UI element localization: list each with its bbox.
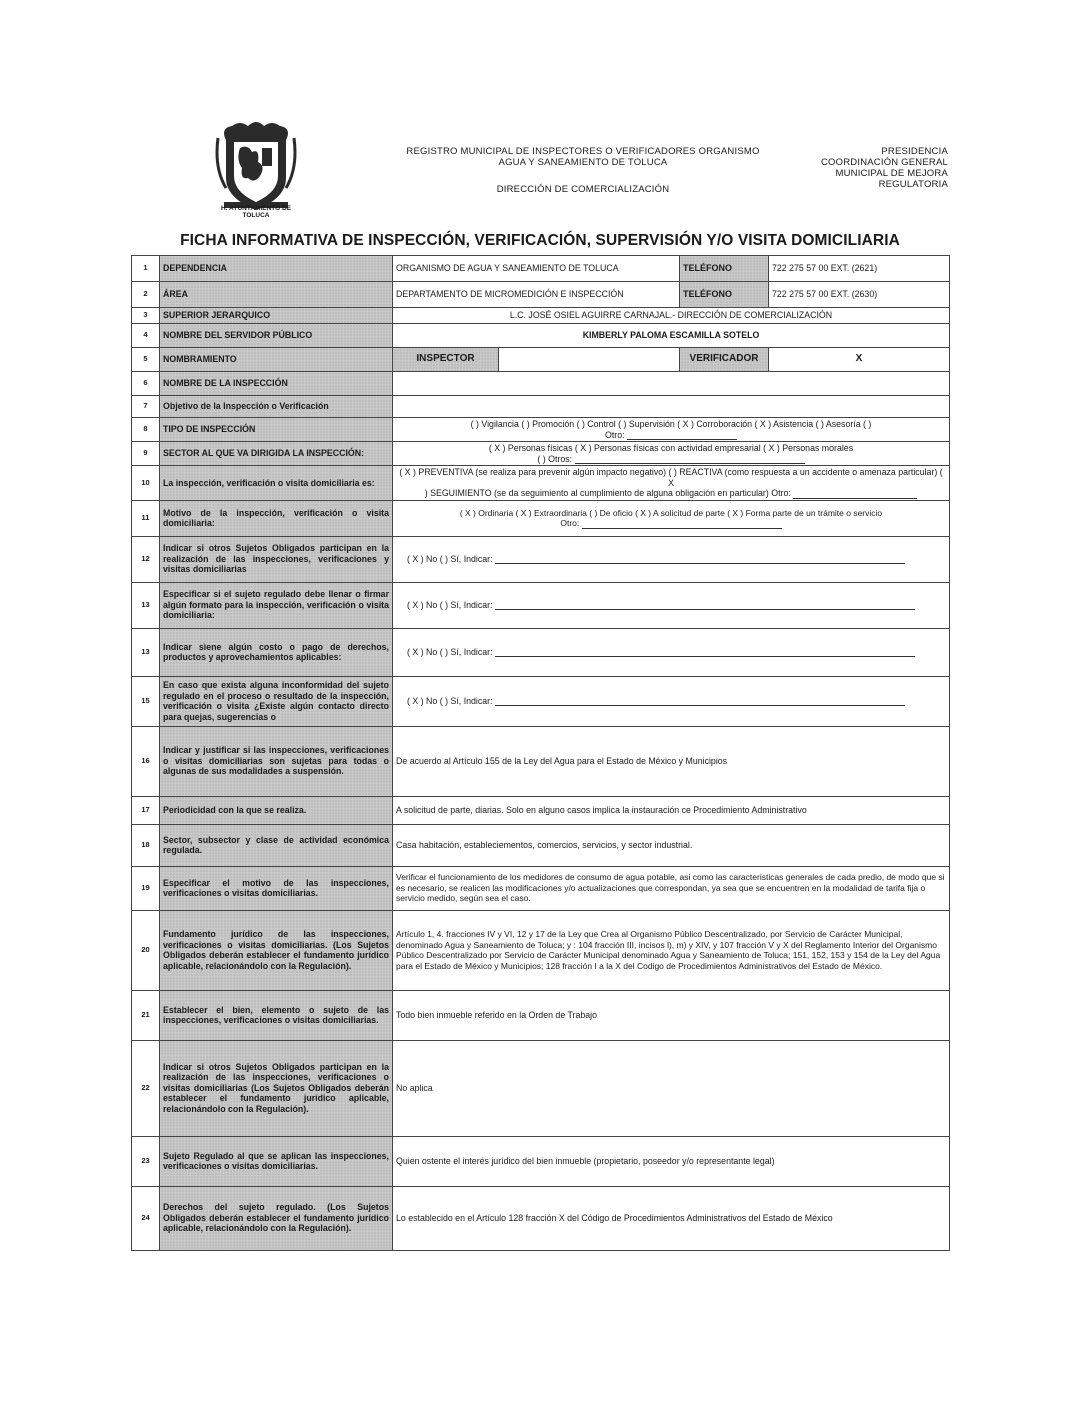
row-number: 21	[132, 990, 160, 1040]
header-right-line2: COORDINACIÓN GENERAL	[821, 157, 948, 168]
phone-label: TELÉFONO	[680, 282, 769, 308]
row-value: ( X ) No ( ) Sí, Indicar:	[393, 582, 950, 628]
row-label: Establecer el bien, elemento o sujeto de las inspecciones, verificaciones o visitas domiciliarias.	[160, 990, 393, 1040]
sector-options: ( X ) Personas físicas ( X ) Personas físicas con actividad empresarial ( X ) Personas morales	[488, 443, 854, 453]
row-label: Periodicidad con la que se realiza.	[160, 796, 393, 824]
row-label: NOMBRE DE LA INSPECCIÓN	[160, 372, 393, 396]
table-row	[132, 676, 950, 726]
row-label: En caso que exista alguna inconformidad del sujeto regulado en el proceso o resultado de la inspección, verificación o visita ¿Existe algún contacto directo para quejas, sugerencias o	[160, 676, 393, 726]
row-value: ( X ) No ( ) Sí, Indicar:	[393, 628, 950, 676]
table-row	[132, 990, 950, 1040]
table-row	[132, 866, 950, 910]
inspection-type-other: Otro:	[396, 430, 946, 441]
other-underline	[575, 454, 805, 464]
row-label: Indicar y justificar si las inspecciones, verificaciones o visitas domiciliarias son sujetas para todas o algunas de sus modalidades a suspensión.	[160, 726, 393, 796]
indicate-underline	[495, 600, 915, 610]
row-number: 2	[132, 282, 160, 308]
row-number: 7	[132, 396, 160, 418]
row-number: 24	[132, 1186, 160, 1250]
row-label: Especificar si el sujeto regulado debe llenar o firmar algún formato para la inspección, verificación o visita domiciliaria:	[160, 582, 393, 628]
row-number: 20	[132, 910, 160, 990]
row-number: 1	[132, 256, 160, 282]
row-label: SUPERIOR JERARQUICO	[160, 308, 393, 324]
inspection-form-table	[131, 255, 950, 1251]
row-value: De acuerdo al Artículo 155 de la Ley del Agua para el Estado de México y Municipios	[393, 726, 950, 796]
registry-title-line1: REGISTRO MUNICIPAL DE INSPECTORES O VERIFICADORES ORGANISMO	[406, 146, 760, 157]
row-value: ( X ) No ( ) Sí, Indicar:	[393, 536, 950, 582]
table-row	[132, 282, 950, 308]
motive-options: ( X ) Ordinaria ( X ) Extraordinaria ( ) De oficio ( X ) A solicitud de parte ( X ) Forma parte de un trámite o servicio	[459, 507, 883, 518]
table-row	[132, 418, 950, 442]
row-value	[393, 500, 950, 536]
indicate-underline	[495, 554, 905, 564]
table-row	[132, 1040, 950, 1136]
table-row	[132, 372, 950, 396]
row-number: 13	[132, 582, 160, 628]
phone-value: 722 275 57 00 EXT. (2630)	[769, 282, 950, 308]
row-number: 17	[132, 796, 160, 824]
row-value	[393, 396, 950, 418]
verificador-label: VERIFICADOR	[680, 348, 769, 372]
row-label: Objetivo de la Inspección o Verificación	[160, 396, 393, 418]
row-number: 18	[132, 824, 160, 866]
row-number: 12	[132, 536, 160, 582]
table-row	[132, 824, 950, 866]
other-underline	[582, 519, 782, 529]
row-number: 13	[132, 628, 160, 676]
table-row	[132, 256, 950, 282]
row-label: DEPENDENCIA	[160, 256, 393, 282]
row-label: NOMBRAMIENTO	[160, 348, 393, 372]
row-value: KIMBERLY PALOMA ESCAMILLA SOTELO	[393, 324, 950, 348]
row-label: Especificar el motivo de las inspecciones, verificaciones o visitas domiciliarias.	[160, 866, 393, 910]
modality-options-line2: ) SEGUIMIENTO (se da seguimiento al cumplimiento de alguna obligación en particular) Otro:	[396, 488, 946, 499]
row-label: Fundamento jurídico de las inspecciones, verificaciones o visitas domiciliarias. (Los Sujetos Obligados deberán establecer el fundamento jurídico aplicable, relacionándolo con la Regulación).	[160, 910, 393, 990]
header-center	[388, 146, 778, 195]
row-label: Indicar sìene algún costo o pago de derechos, productos y aprovechamientos aplicables:	[160, 628, 393, 676]
table-row	[132, 1136, 950, 1186]
row-value: Casa habitación, estableciementos, comercios, servicios, y sector industrial.	[393, 824, 950, 866]
table-row	[132, 324, 950, 348]
table-row	[132, 466, 950, 501]
row-number: 10	[132, 466, 160, 501]
row-value: Artículo 1, 4. fracciones IV y VI, 12 y 17 de la Ley que Crea al Organismo Público Descentralizado, por Servicio de Carácter Municipal, denominado Agua y Saneamiento de Toluca; y : 104 fracción III, incisos l), m) y XIV, y 107 fracción V y X del Reglamento Interior del Organismo Público Descentralizado por Servicio de Carácter Municipal denominado Agua y Saneamiento de Toluca; 151, 152, 153 y 154 de la Ley del Agua para el Estado de México y Municipios; 128 fracción I a la X del Codigo de Procedimientos Administrativos del Estado de México.	[393, 910, 950, 990]
header-right-line4: REGULATORIA	[878, 179, 948, 190]
modality-options-line1: ( X ) PREVENTIVA (se realiza para prevenir algún impacto negativo) ( ) REACTIVA (como respuesta a un accidente o amenaza particular) ( X	[399, 467, 943, 488]
row-number: 15	[132, 676, 160, 726]
row-number: 5	[132, 348, 160, 372]
header-right-line1: PRESIDENCIA	[881, 146, 948, 157]
row-label: ÁREA	[160, 282, 393, 308]
row-number: 3	[132, 308, 160, 324]
row-number: 23	[132, 1136, 160, 1186]
row-value	[393, 442, 950, 466]
inspector-mark	[499, 348, 680, 372]
row-label: Sector, subsector y clase de actividad económica regulada.	[160, 824, 393, 866]
row-value	[393, 418, 950, 442]
table-row	[132, 910, 950, 990]
row-label: La inspección, verificación o visita domiciliaria es:	[160, 466, 393, 501]
table-row	[132, 796, 950, 824]
registry-title-line2: AGUA Y SANEAMIENTO DE TOLUCA	[498, 157, 668, 168]
phone-label: TELÉFONO	[680, 256, 769, 282]
row-value: Quien ostente el interés jurídico del bien inmueble (propietario, poseedor y/o representante legal)	[393, 1136, 950, 1186]
indicate-underline	[495, 696, 905, 706]
row-label: Motivo de la inspección, verificación o visita domiciliaria:	[160, 500, 393, 536]
other-underline	[627, 430, 737, 440]
row-label: Indicar si otros Sujetos Obligados participan en la realización de las inspecciones, verificaciones o visitas domiciliarias (Los Sujetos Obligados deberán establecer el fundamento jurídico aplicable, relacionándolo con la Regulación).	[160, 1040, 393, 1136]
row-number: 16	[132, 726, 160, 796]
row-number: 22	[132, 1040, 160, 1136]
table-row	[132, 308, 950, 324]
row-value: No aplica	[393, 1040, 950, 1136]
header-right-line3: MUNICIPAL DE MEJORA	[835, 168, 948, 179]
table-row	[132, 582, 950, 628]
row-number: 4	[132, 324, 160, 348]
indicate-underline	[495, 647, 915, 657]
table-row	[132, 348, 950, 372]
row-value	[393, 372, 950, 396]
row-value: DEPARTAMENTO DE MICROMEDICIÓN E INSPECCIÓN	[393, 282, 680, 308]
table-row	[132, 1186, 950, 1250]
verificador-mark: X	[769, 348, 950, 372]
row-value: Verificar el funcionamiento de los medidores de consumo de agua potable, asi como las caracteristicas generales de cada predio, de modo que si es necesario, se realicen las modificaciones y/o actualizaciones que correspondan, ya sea que se encuentren en la modalidad de tarifa fija o servicio medido, según sea el caso.	[393, 866, 950, 910]
row-value: ( X ) No ( ) Sí, Indicar:	[393, 676, 950, 726]
table-row	[132, 442, 950, 466]
row-label: NOMBRE DEL SERVIDOR PÚBLICO	[160, 324, 393, 348]
directorate-name: DIRECCIÓN DE COMERCIALIZACIÓN	[496, 184, 670, 195]
inspector-label: INSPECTOR	[393, 348, 499, 372]
row-value: Todo bien inmueble referido en la Orden de Trabajo	[393, 990, 950, 1040]
row-number: 8	[132, 418, 160, 442]
row-value: A solicitud de parte, diarias. Solo en alguno casos implica la instauración ce Procedimiento Administrativo	[393, 796, 950, 824]
row-label: Indicar si otros Sujetos Obligados participan en la realización de las inspecciones, verificaciones y visitas domiciliarias	[160, 536, 393, 582]
header-right	[790, 146, 948, 190]
row-label: Derechos del sujeto regulado. (Los Sujetos Obligados deberán establecer el fundamento jurídico aplicable, relacionándolo con la Regulación).	[160, 1186, 393, 1250]
row-value: ORGANISMO DE AGUA Y SANEAMIENTO DE TOLUCA	[393, 256, 680, 282]
table-row	[132, 726, 950, 796]
row-value: L.C. JOSÉ OSIEL AGUIRRE CARNAJAL.- DIRECCIÓN DE COMERCIALIZACIÓN	[393, 308, 950, 324]
row-number: 19	[132, 866, 160, 910]
table-row	[132, 500, 950, 536]
row-number: 11	[132, 500, 160, 536]
motive-other: Otro:	[396, 518, 946, 529]
row-value: Lo establecido en el Artículo 128 fracción X del Código de Procedimientos Administrativos del Estado de México	[393, 1186, 950, 1250]
row-number: 9	[132, 442, 160, 466]
form-title: FICHA INFORMATIVA DE INSPECCIÓN, VERIFICACIÓN, SUPERVISIÓN Y/O VISITA DOMICILIARIA	[180, 232, 900, 249]
sector-other: ( ) Otros:	[396, 454, 946, 465]
logo-caption: H. AYUNTAMIENTO DE TOLUCA	[220, 205, 292, 219]
row-label: TIPO DE INSPECCIÓN	[160, 418, 393, 442]
row-label: Sujeto Regulado al que se aplican las inspecciones, verificaciones o visitas domiciliarias.	[160, 1136, 393, 1186]
table-row	[132, 396, 950, 418]
row-value	[393, 466, 950, 501]
table-row	[132, 536, 950, 582]
row-label: SECTOR AL QUE VA DIRIGIDA LA INSPECCIÓN:	[160, 442, 393, 466]
inspection-type-options: ( ) Vigilancia ( ) Promoción ( ) Control ( ) Supervisión ( X ) Corroboración ( X ) Asistencia ( ) Asesoría ( )	[470, 419, 872, 429]
phone-value: 722 275 57 00 EXT. (2621)	[769, 256, 950, 282]
row-number: 6	[132, 372, 160, 396]
table-row	[132, 628, 950, 676]
other-underline	[793, 489, 917, 499]
